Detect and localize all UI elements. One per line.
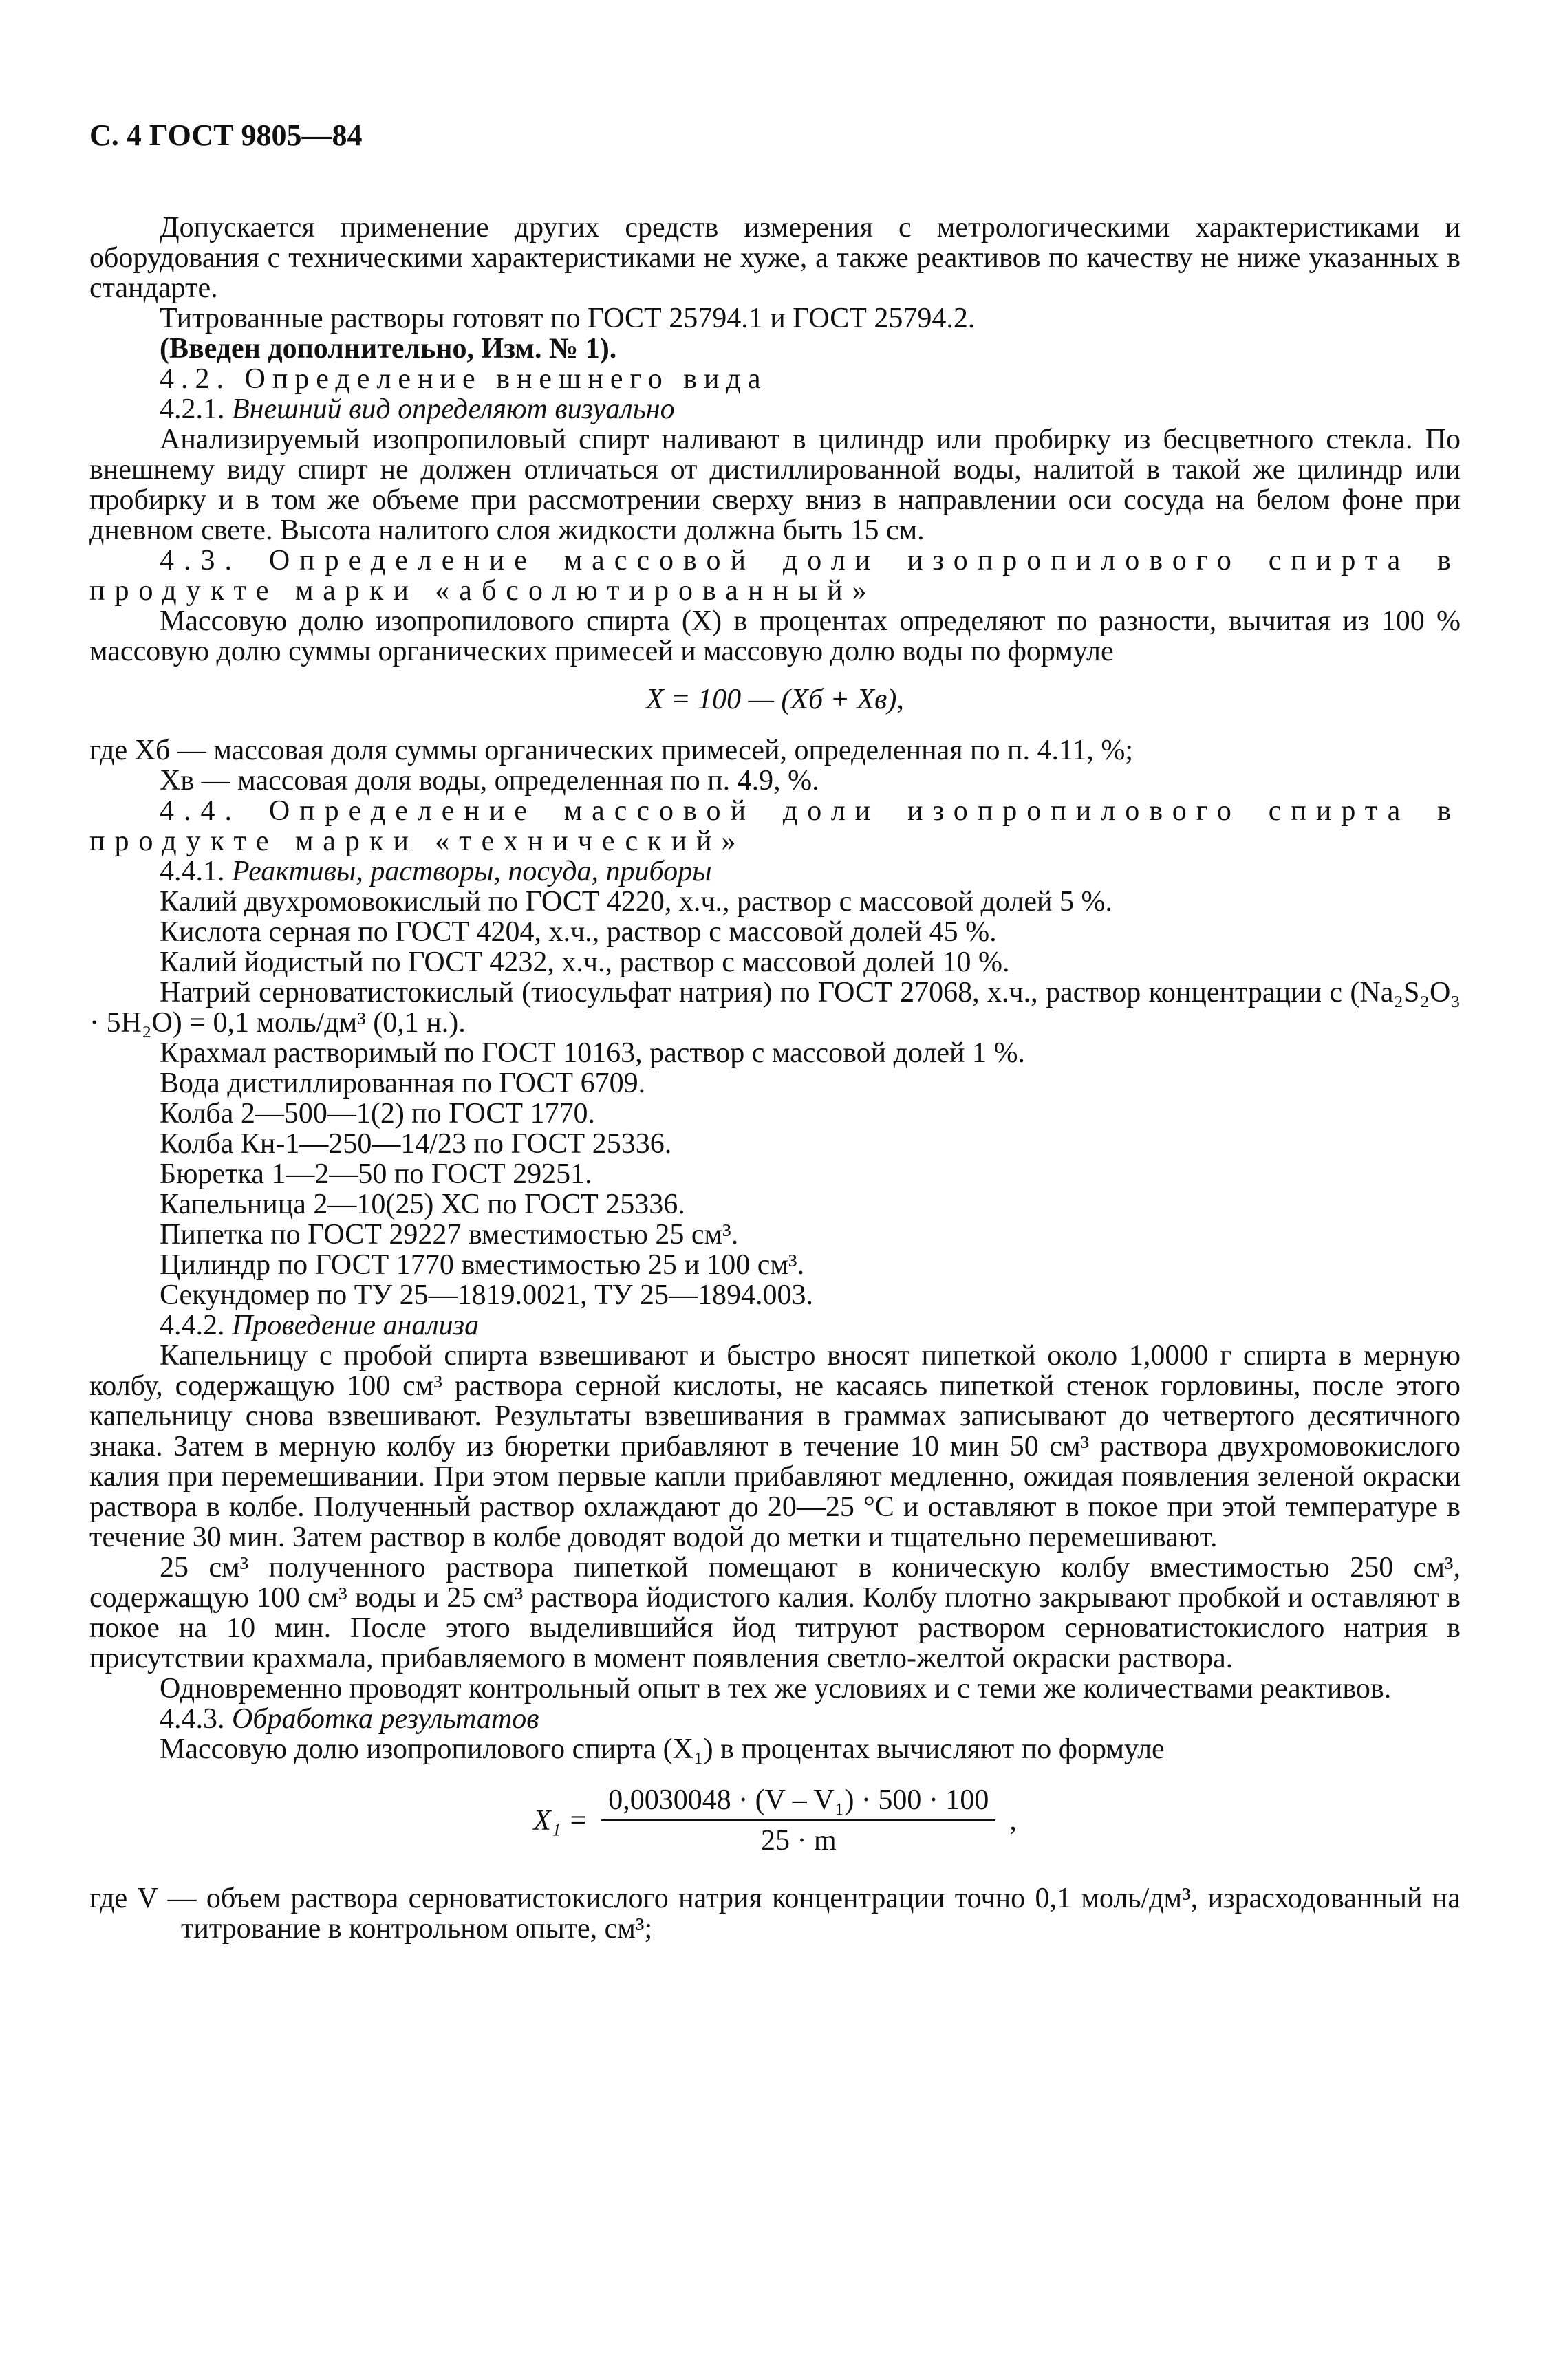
fraction-numerator: 0,0030048 · (V – V₁) · 500 · 100 <box>601 1785 995 1821</box>
section-title: Проведение анализа <box>232 1310 480 1341</box>
list-item: Вода дистиллированная по ГОСТ 6709. <box>160 1068 646 1099</box>
section-number: 4.2.1. <box>160 393 225 425</box>
list-item: Колба Кн-1—250—14/23 по ГОСТ 25336. <box>160 1128 672 1160</box>
section-number: 4.4.2. <box>160 1310 225 1341</box>
section-number: 4.4.1. <box>160 856 225 887</box>
list-item: Калий двухромовокислый по ГОСТ 4220, х.ч., раствор с массовой долей 5 %. <box>160 886 1112 918</box>
where-v: где V — объем раствора серноватистокислого натрия концентрации точно 0,1 моль/дм³, израсходованный на титрование в контрольном опыте, см³; <box>89 1883 1461 1945</box>
paragraph-appearance: Анализируемый изопропиловый спирт наливают в цилиндр или пробирку из бесцветного стекла. По внешнему виду спирт не должен отличаться от дистиллированной воды, налитой в такой же цилиндр или пробирку и в том же объеме при рассмотрении сверху вниз в направлении оси сосуда на белом фоне при дневном свете. Высота налитого слоя жидкости должна быть 15 см. <box>89 424 1461 546</box>
section-4-4-2-heading <box>89 1310 1461 1341</box>
paragraph-titration: 25 см³ полученного раствора пипеткой помещают в коническую колбу вместимостью 250 см³, содержащую 100 см³ воды и 25 см³ раствора йодистого калия. Колбу плотно закрывают пробкой и оставляют в покое на 10 мин. После этого выделившийся йод титруют раствором серноватистокислого натрия в присутствии крахмала, прибавляемого в момент появления светло-желтой окраски раствора. <box>89 1552 1461 1674</box>
fraction <box>601 1785 995 1856</box>
section-number: 4.4.3. <box>160 1703 225 1735</box>
formula-lhs: X₁ = <box>533 1804 588 1837</box>
list-item: Капельница 2—10(25) ХС по ГОСТ 25336. <box>160 1189 685 1220</box>
paragraph-analysis: Капельницу с пробой спирта взвешивают и быстро вносят пипеткой около 1,0000 г спирта в мерную колбу, содержащую 100 см³ раствора серной кислоты, не касаясь пипеткой стенок горловины, после этого капельницу снова взвешивают. Результаты взвешивания в граммах записывают до четвертого десятичного знака. Затем в мерную колбу из бюретки прибавляют в течение 10 мин 50 см³ раствора двухромовокислого калия при перемешивании. При этом первые капли прибавляют медленно, ожидая появления зеленой окраски раствора в колбе. Полученный раствор охлаждают до 20—25 °С и оставляют в покое при этой температуре в течение 30 мин. Затем раствор в колбе доводят водой до метки и тщательно перемешивают. <box>89 1340 1461 1553</box>
list-item: Кислота серная по ГОСТ 4204, х.ч., раствор с массовой долей 45 %. <box>160 916 997 948</box>
list-item: Натрий серноватистокислый (тиосульфат натрия) по ГОСТ 27068, х.ч., раствор концентрации c (Na₂S₂O₃ · 5H₂O) = 0,1 моль/дм³ (0,1 н.). <box>89 977 1461 1039</box>
formula-x1 <box>89 1785 1461 1856</box>
list-item: Секундомер по ТУ 25—1819.0021, ТУ 25—1894.003. <box>160 1279 814 1311</box>
section-4-2-1-heading <box>89 394 1461 424</box>
section-4-4-heading: 4.4. Определение массовой доли изопропилового спирта в продукте марки «технический» <box>89 795 1461 857</box>
where-xb: где Xб — массовая доля суммы органических примесей, определенная по п. 4.11, %; <box>89 735 1134 766</box>
list-item: Цилиндр по ГОСТ 1770 вместимостью 25 и 100 см³. <box>160 1249 805 1281</box>
where-xv: Xв — массовая доля воды, определенная по п. 4.9, %. <box>160 765 819 797</box>
section-title: Обработка результатов <box>232 1703 539 1735</box>
section-4-2-heading: 4.2. Определение внешнего вида <box>160 363 768 395</box>
paragraph-mass-fraction: Массовую долю изопропилового спирта (X) в процентах определяют по разности, вычитая из 100 % массовую долю суммы органических примесей и массовую долю воды по формуле <box>89 605 1461 667</box>
fraction-denominator: 25 · m <box>760 1825 837 1857</box>
paragraph-titrated-solutions: Титрованные растворы готовят по ГОСТ 25794.1 и ГОСТ 25794.2. <box>160 303 976 334</box>
page-header: С. 4 ГОСТ 9805—84 <box>89 118 363 152</box>
list-item: Бюретка 1—2—50 по ГОСТ 29251. <box>160 1158 592 1190</box>
formula-x: X = 100 — (Xб + Xв), <box>646 684 904 715</box>
paragraph-calculation: Массовую долю изопропилового спирта (X₁) в процентах вычисляют по формуле <box>160 1733 1165 1765</box>
list-item: Крахмал растворимый по ГОСТ 10163, раствор с массовой долей 1 %. <box>160 1037 1026 1069</box>
list-item: Калий йодистый по ГОСТ 4232, х.ч., раствор с массовой долей 10 %. <box>160 946 1010 978</box>
paragraph-equipment: Допускается применение других средств измерения с метрологическими характеристиками и оборудования с техническими характеристиками не хуже, а также реактивов по качеству не ниже указанных в стандарте. <box>89 212 1461 304</box>
paragraph-control: Одновременно проводят контрольный опыт в тех же условиях и с теми же количествами реактивов. <box>160 1673 1392 1705</box>
section-title: Реактивы, растворы, посуда, приборы <box>232 856 712 887</box>
section-4-4-3-heading <box>89 1704 1461 1734</box>
section-title: Внешний вид определяют визуально <box>232 393 675 425</box>
formula-tail: , <box>1009 1804 1017 1837</box>
list-item: Пипетка по ГОСТ 29227 вместимостью 25 см³. <box>160 1219 739 1251</box>
amendment-note: (Введен дополнительно, Изм. № 1). <box>160 333 617 365</box>
section-4-4-1-heading <box>89 856 1461 887</box>
reagents-list <box>89 887 1461 1310</box>
list-item: Колба 2—500—1(2) по ГОСТ 1770. <box>160 1098 596 1129</box>
section-4-3-heading: 4.3. Определение массовой доли изопропилового спирта в продукте марки «абсолютированный» <box>89 545 1461 607</box>
